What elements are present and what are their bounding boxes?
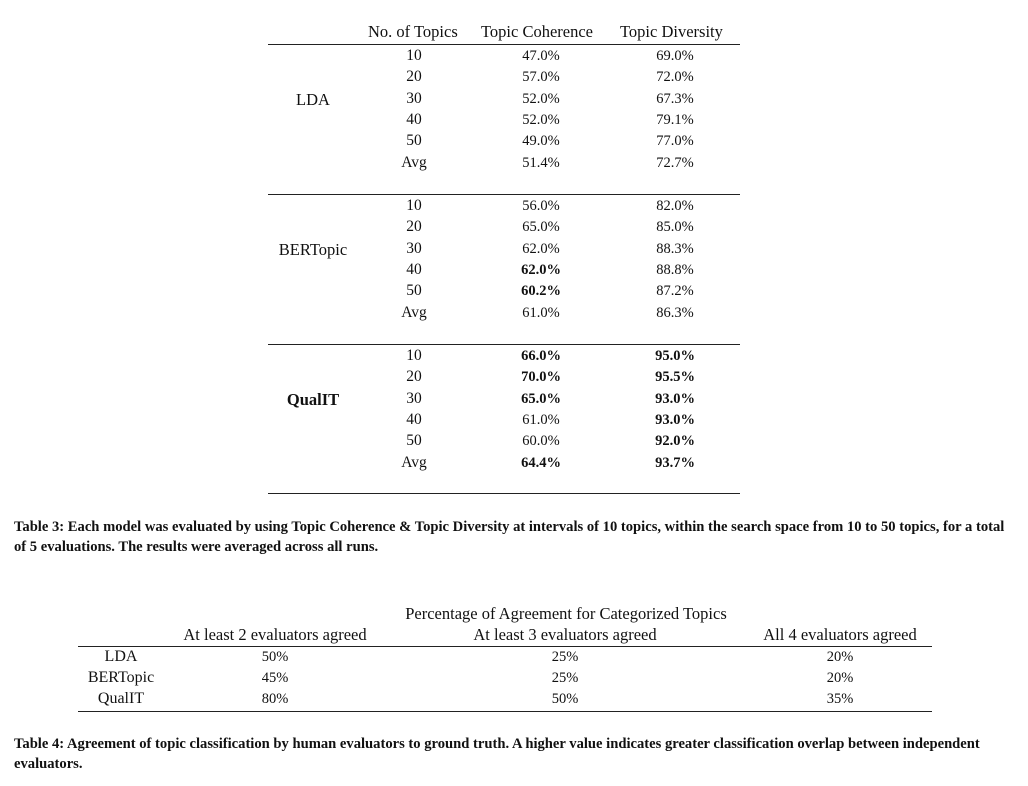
- header-topic-diversity: Topic Diversity: [620, 22, 723, 41]
- diversity-cell: 86.3%: [656, 304, 694, 321]
- coherence-cell: 65.0%: [522, 219, 560, 236]
- diversity-cell: 72.7%: [656, 154, 694, 171]
- topic-count-cell: 30: [406, 389, 422, 407]
- table-4-value-cell: 50%: [261, 649, 289, 665]
- coherence-cell: 49.0%: [522, 133, 560, 150]
- table-4-top-rule: [78, 646, 932, 647]
- coherence-cell: 62.0%: [521, 261, 561, 278]
- topic-count-cell: 10: [406, 197, 422, 214]
- header-all-4: All 4 evaluators agreed: [763, 625, 917, 644]
- coherence-cell: 65.0%: [521, 390, 561, 407]
- topic-count-cell: 50: [406, 132, 422, 150]
- diversity-cell: 67.3%: [656, 90, 694, 107]
- header-at-least-3: At least 3 evaluators agreed: [473, 625, 657, 644]
- topic-count-cell: 50: [406, 432, 422, 450]
- coherence-cell: 57.0%: [522, 69, 560, 86]
- topic-count-cell: Avg: [401, 303, 427, 321]
- topic-count-cell: 10: [406, 347, 422, 364]
- topic-count-cell: Avg: [401, 153, 427, 171]
- diversity-cell: 95.5%: [655, 369, 695, 386]
- diversity-cell: 79.1%: [656, 111, 694, 128]
- coherence-cell: 61.0%: [522, 411, 560, 428]
- table-4-value-cell: 25%: [551, 670, 579, 686]
- topic-count-cell: 30: [406, 89, 422, 107]
- model-label: LDA: [296, 89, 330, 109]
- table-4-value-cell: 80%: [261, 691, 289, 707]
- topic-count-cell: 30: [406, 239, 422, 257]
- topic-count-cell: 20: [406, 368, 422, 386]
- coherence-cell: 47.0%: [522, 48, 560, 64]
- topic-count-cell: 20: [406, 68, 422, 86]
- diversity-cell: 95.0%: [655, 348, 695, 364]
- diversity-cell: 82.0%: [656, 198, 694, 214]
- table-3-caption: Table 3: Each model was evaluated by using Topic Coherence & Topic Diversity at intervals of 10 topics, within the search space from 10 to 50 topics, for a total of 5 evaluations. The results were averaged across all runs.: [14, 519, 1005, 555]
- header-at-least-2: At least 2 evaluators agreed: [183, 625, 367, 644]
- diversity-cell: 85.0%: [656, 219, 694, 236]
- diversity-cell: 93.7%: [655, 454, 695, 471]
- topic-count-cell: 20: [406, 218, 422, 236]
- table-4-row-label: BERTopic: [87, 669, 155, 686]
- model-label: QualIT: [286, 389, 340, 409]
- coherence-cell: 56.0%: [522, 198, 560, 214]
- table-4-value-cell: 25%: [551, 649, 579, 665]
- table-3-bottom-rule: [268, 493, 740, 494]
- table-4-row-label: QualIT: [97, 690, 145, 707]
- coherence-cell: 66.0%: [521, 348, 561, 364]
- diversity-cell: 93.0%: [655, 390, 695, 407]
- table-4-value-cell: 50%: [551, 691, 579, 707]
- header-topic-coherence: Topic Coherence: [481, 22, 594, 41]
- diversity-cell: 77.0%: [656, 133, 694, 150]
- coherence-cell: 51.4%: [522, 154, 560, 171]
- table-4-value-cell: 20%: [826, 649, 854, 665]
- table-4-value-cell: 35%: [826, 691, 854, 707]
- coherence-cell: 64.4%: [521, 454, 561, 471]
- diversity-cell: 92.0%: [655, 433, 695, 450]
- topic-count-cell: Avg: [401, 453, 427, 471]
- table-4-caption: Table 4: Agreement of topic classification by human evaluators to ground truth. A higher value indicates greater classification overlap between independent evaluators.: [14, 736, 980, 772]
- model-label: BERTopic: [278, 239, 348, 259]
- diversity-cell: 88.8%: [656, 261, 694, 278]
- table-4-title: Percentage of Agreement for Categorized Topics: [405, 604, 727, 623]
- diversity-cell: 69.0%: [656, 48, 694, 64]
- coherence-cell: 52.0%: [522, 111, 560, 128]
- coherence-cell: 60.2%: [521, 283, 561, 300]
- coherence-cell: 62.0%: [522, 240, 560, 257]
- table-4-bottom-rule: [78, 711, 932, 712]
- table-3-top-rule: [268, 44, 740, 45]
- topic-count-cell: 50: [406, 282, 422, 300]
- topic-count-cell: 40: [406, 110, 422, 128]
- diversity-cell: 88.3%: [656, 240, 694, 257]
- diversity-cell: 93.0%: [655, 411, 695, 428]
- table-3-group-rule: [268, 344, 740, 345]
- topic-count-cell: 40: [406, 260, 422, 278]
- diversity-cell: 72.0%: [656, 69, 694, 86]
- coherence-cell: 60.0%: [522, 433, 560, 450]
- table-3-group-rule: [268, 194, 740, 195]
- topic-count-cell: 10: [406, 47, 422, 64]
- coherence-cell: 52.0%: [522, 90, 560, 107]
- topic-count-cell: 40: [406, 410, 422, 428]
- table-4-row-label: LDA: [104, 648, 138, 665]
- coherence-cell: 61.0%: [522, 304, 560, 321]
- coherence-cell: 70.0%: [521, 369, 561, 386]
- diversity-cell: 87.2%: [656, 283, 694, 300]
- table-4-value-cell: 45%: [261, 670, 289, 686]
- table-4-value-cell: 20%: [826, 670, 854, 686]
- header-no-of-topics: No. of Topics: [368, 22, 458, 41]
